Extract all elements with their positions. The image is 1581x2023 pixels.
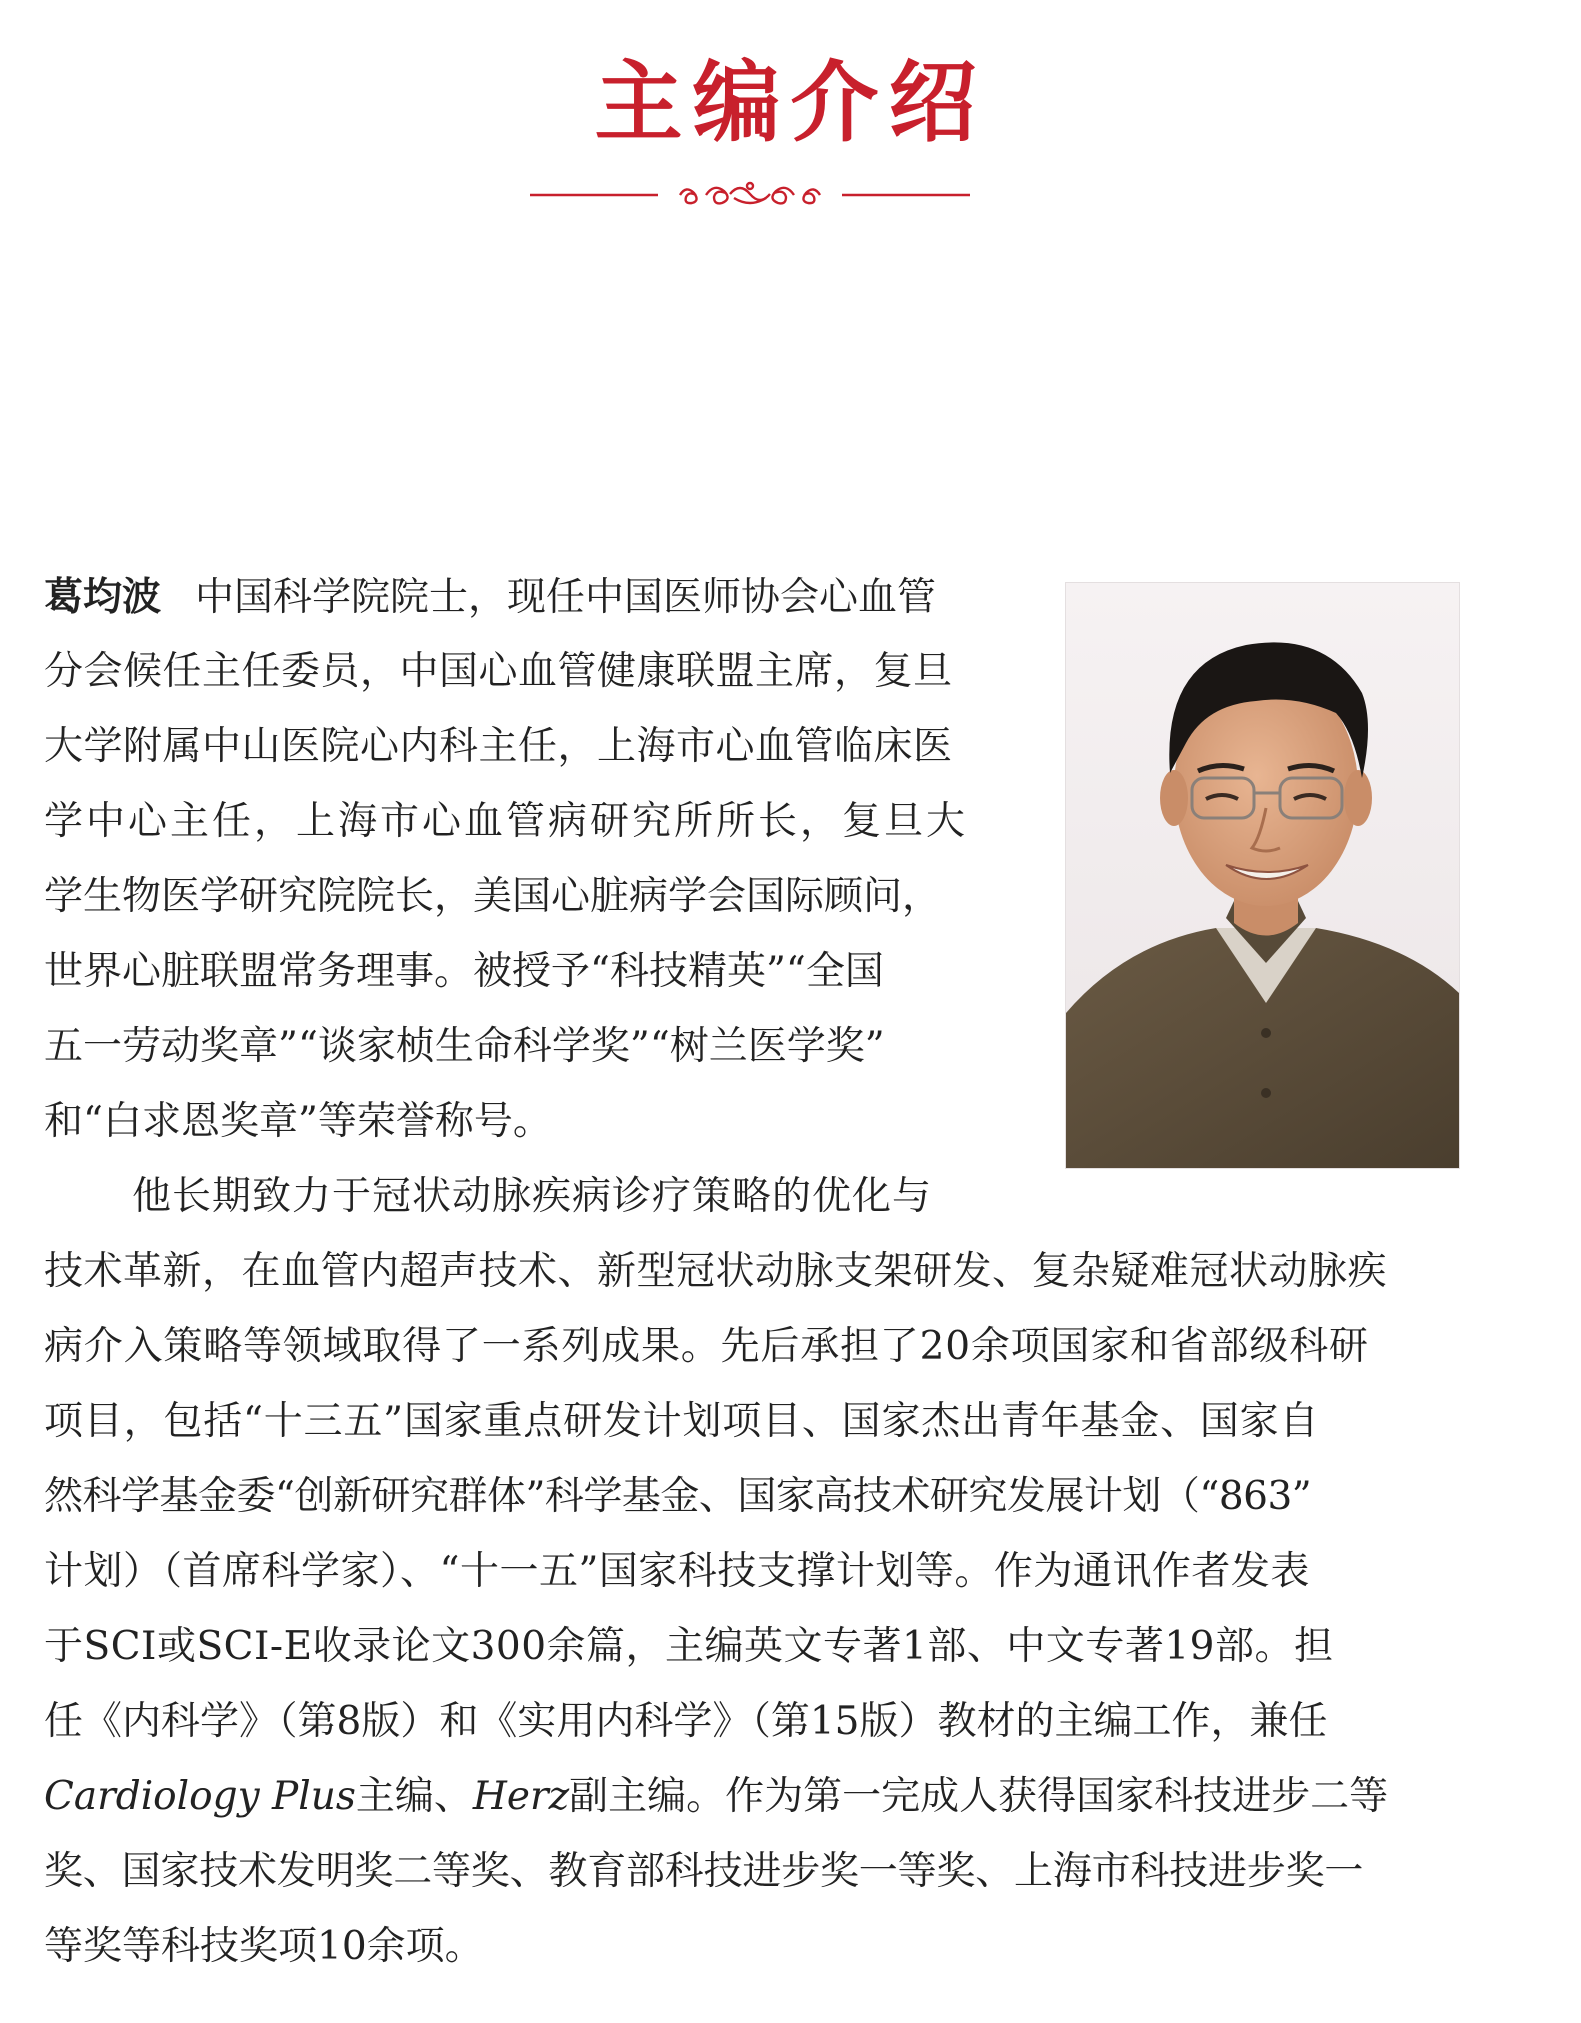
bio-line-13: 然科学基金委“创新研究群体”科学基金、国家高技术研究发展计划（“863” xyxy=(44,1474,1312,1519)
bio-paragraph-2-start: 他长期致力于冠状动脉疾病诊疗策略的优化与 xyxy=(132,1174,933,1219)
author-name: 葛均波 xyxy=(44,574,162,620)
bio-line-1 xyxy=(44,572,936,622)
bio-line-8: 和“白求恩奖章”等荣誉称号。 xyxy=(44,1099,552,1144)
bio-line-14: 计划）（首席科学家）、“十一五”国家科技支撑计划等。作为通讯作者发表 xyxy=(44,1549,1310,1594)
title-ornament xyxy=(530,172,970,218)
page-title: 主编介绍 xyxy=(594,50,987,154)
bio-line-10: 技术革新，在血管内超声技术、新型冠状动脉支架研发、复杂疑难冠状动脉疾 xyxy=(44,1249,1388,1294)
bio-line-5: 学生物医学研究院院长，美国心脏病学会国际顾问， xyxy=(44,874,942,919)
bio-line-6: 世界心脏联盟常务理事。被授予“科技精英”“全国 xyxy=(44,949,884,994)
bio-text: 中国科学院院士，现任中国医师协会心血管 xyxy=(195,575,937,620)
bio-line-12: 项目，包括“十三五”国家重点研发计划项目、国家杰出青年基金、国家自 xyxy=(44,1399,1320,1444)
bio-line-4: 学中心主任，上海市心血管病研究所所长，复旦大 xyxy=(44,799,969,844)
bio-line-7: 五一劳动奖章”“谈家桢生命科学奖”“树兰医学奖” xyxy=(44,1024,885,1069)
bio-line-2: 分会候任主任委员，中国心血管健康联盟主席，复旦 xyxy=(44,649,953,694)
bio-line-17 xyxy=(44,1772,1388,1822)
portrait-image xyxy=(1066,583,1459,1168)
author-portrait xyxy=(1065,582,1460,1169)
bio-line-19: 等奖等科技奖项10余项。 xyxy=(44,1924,484,1969)
bio-line-3: 大学附属中山医院心内科主任，上海市心血管临床医 xyxy=(44,724,953,769)
journal-name-herz: Herz xyxy=(472,1774,570,1819)
bio-text: 主编、 xyxy=(355,1774,473,1819)
bio-line-15: 于SCI或SCI-E收录论文300余篇，主编英文专著1部、中文专著19部。担 xyxy=(44,1624,1334,1669)
bio-text: 副主编。作为第一完成人获得国家科技进步二等 xyxy=(569,1774,1389,1819)
journal-name-cardiology-plus: Cardiology Plus xyxy=(44,1774,356,1819)
bio-line-18: 奖、国家技术发明奖二等奖、教育部科技进步奖一等奖、上海市科技进步奖一 xyxy=(44,1849,1364,1894)
bio-line-11: 病介入策略等领域取得了一系列成果。先后承担了20余项国家和省部级科研 xyxy=(44,1324,1369,1369)
bio-line-16: 任《内科学》（第8版）和《实用内科学》（第15版）教材的主编工作，兼任 xyxy=(44,1699,1328,1744)
